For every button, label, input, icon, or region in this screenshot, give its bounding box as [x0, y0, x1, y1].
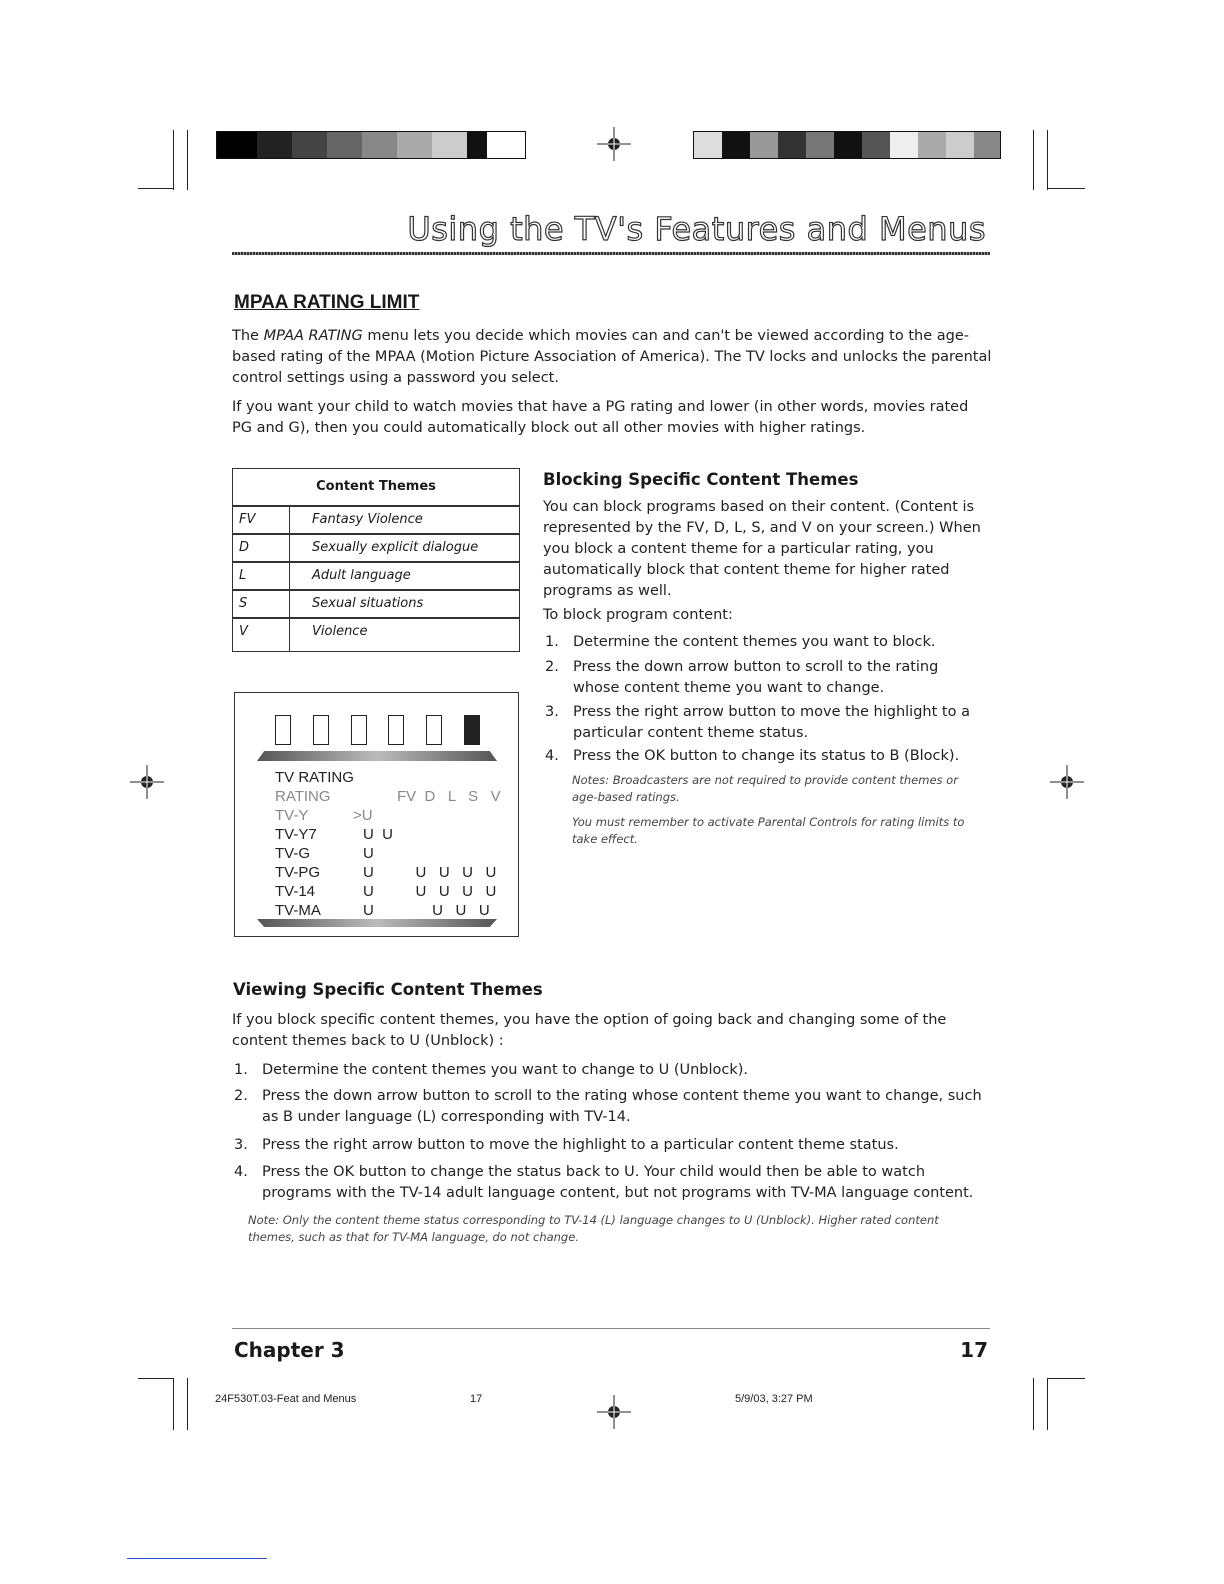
blocking-intro: To block program content: [543, 607, 733, 623]
list-item: 3. Press the right arrow button to move the highlight to a particular content theme status. [234, 1137, 899, 1153]
content-themes-table [232, 468, 520, 652]
table-row [233, 507, 519, 535]
registration-mark-icon [597, 1395, 631, 1429]
table-row [233, 563, 519, 591]
timer-menu-icon [351, 715, 367, 745]
crop-mark [1033, 130, 1034, 190]
slug-filename: 24F530T.03-Feat and Menus [215, 1393, 357, 1405]
tv-row-values: U U U U U [363, 864, 497, 881]
page-number: 17 [960, 1338, 988, 1362]
viewing-paragraph: If you block specific content themes, you have the option of going back and changing some of the content themes back to U (Unblock) : [232, 1012, 947, 1049]
calibration-bar-right [693, 131, 1001, 159]
list-item: 4. Press the OK button to change its status to B (Block). [545, 748, 960, 764]
selection-line [127, 1558, 267, 1559]
menu-band-top [257, 751, 497, 761]
theme-desc: Sexual situations [312, 596, 424, 611]
table-row [233, 535, 519, 563]
section-title-blocking: Blocking Specific Content Themes [543, 470, 859, 489]
crop-mark [1047, 1378, 1085, 1379]
list-item: 2. Press the down arrow button to scroll to the rating whose content theme you want to change, such as B under language (L) corresponding with TV-14. [234, 1088, 982, 1125]
crop-mark [1033, 1378, 1034, 1430]
crop-mark [173, 1378, 174, 1430]
section-title-viewing: Viewing Specific Content Themes [233, 980, 543, 999]
table-header: Content Themes [233, 469, 519, 507]
tv-row-values: U U U U [363, 902, 490, 919]
tv-row-label: TV-G [275, 845, 311, 862]
menu-band-bottom [257, 919, 497, 927]
parental-lock-menu-icon [464, 715, 480, 745]
crop-mark [173, 130, 174, 190]
mpaa-paragraph-2: If you want your child to watch movies that have a PG rating and lower (in other words, movies rated PG and G), then you could automatically block out all other movies with higher ratings. [232, 399, 969, 436]
tv-col-themes: FV D L S V [397, 788, 501, 805]
theme-code: V [233, 619, 290, 651]
crop-mark [187, 130, 188, 190]
chapter-label: Chapter 3 [234, 1338, 345, 1362]
tv-menu-title: TV RATING [275, 769, 354, 786]
crop-mark [187, 1378, 188, 1430]
blocking-note-1: Notes: Broadcasters are not required to provide content themes or age-based ratings. [572, 773, 958, 804]
tv-row-values: U U [363, 826, 393, 843]
tv-rating-screen-figure [234, 692, 519, 937]
theme-code: S [233, 591, 290, 617]
table-row [233, 619, 519, 651]
tv-row-label: TV-MA [275, 902, 321, 919]
theme-code: D [233, 535, 290, 561]
footer-rule [232, 1328, 990, 1329]
crop-mark [138, 1378, 174, 1379]
crop-mark [1047, 188, 1085, 189]
list-item: 3. Press the right arrow button to move the highlight to a particular content theme status. [545, 704, 970, 741]
crop-mark [1047, 130, 1048, 190]
registration-mark-icon [597, 127, 631, 161]
section-title-mpaa: MPAA RATING LIMIT [234, 292, 420, 313]
menu-icon-strip [275, 715, 480, 747]
theme-code: FV [233, 507, 290, 533]
crop-mark [1047, 1378, 1048, 1430]
list-item: 1. Determine the content themes you want to block. [545, 634, 936, 650]
tv-row-label: TV-PG [275, 864, 321, 881]
theme-desc: Violence [312, 624, 368, 639]
calibration-bar-left [216, 131, 526, 159]
tv-row-label: TV-Y7 [275, 826, 317, 843]
channel-menu-icon [388, 715, 404, 745]
slug-page: 17 [470, 1393, 483, 1405]
tv-row-label: TV-Y [275, 807, 309, 824]
page-header-title: Using the TV's Features and Menus [407, 210, 986, 248]
header-rule [232, 252, 990, 255]
viewing-note: Note: Only the content theme status corresponding to TV-14 (L) language changes to U (Unblock). Higher rated content themes, such as that for TV-MA language, do not change. [248, 1213, 939, 1244]
theme-desc: Adult language [312, 568, 411, 583]
theme-code: L [233, 563, 290, 589]
blocking-note-2: You must remember to activate Parental Controls for rating limits to take effect. [572, 815, 965, 846]
mpaa-paragraph-1: The MPAA RATING menu lets you decide which movies can and can't be viewed according to the age- based rating of the MPAA (Motion Picture Association of America). The TV locks and unlocks the parental control settings using a password you select. [232, 328, 992, 386]
list-item: 4. Press the OK button to change the status back to U. Your child would then be able to watch programs with the TV-14 adult language content, but not programs with TV-MA language content. [234, 1164, 974, 1201]
list-item: 2. Press the down arrow button to scroll to the rating whose content theme you want to change. [545, 659, 939, 696]
table-row [233, 591, 519, 619]
registration-mark-icon [130, 765, 164, 799]
blocking-paragraph: You can block programs based on their content. (Content is represented by the FV, D, L, S, and V on your screen.) When you block a content theme for a particular rating, you automatically block that content theme for higher rated programs as well. [543, 499, 981, 599]
setup-menu-icon [426, 715, 442, 745]
crop-mark [138, 188, 174, 189]
theme-desc: Sexually explicit dialogue [312, 540, 479, 555]
tv-row-values: U [363, 845, 374, 862]
tv-row-values: U U U U U [363, 883, 497, 900]
tv-row-label: TV-14 [275, 883, 316, 900]
tv-row-values: >U [353, 807, 373, 824]
audio-menu-icon [313, 715, 329, 745]
tv-col-rating: RATING [275, 788, 331, 805]
picture-menu-icon [275, 715, 291, 745]
registration-mark-icon [1050, 765, 1084, 799]
list-item: 1. Determine the content themes you want to change to U (Unblock). [234, 1062, 749, 1078]
theme-desc: Fantasy Violence [312, 512, 423, 527]
slug-date: 5/9/03, 3:27 PM [735, 1393, 813, 1405]
